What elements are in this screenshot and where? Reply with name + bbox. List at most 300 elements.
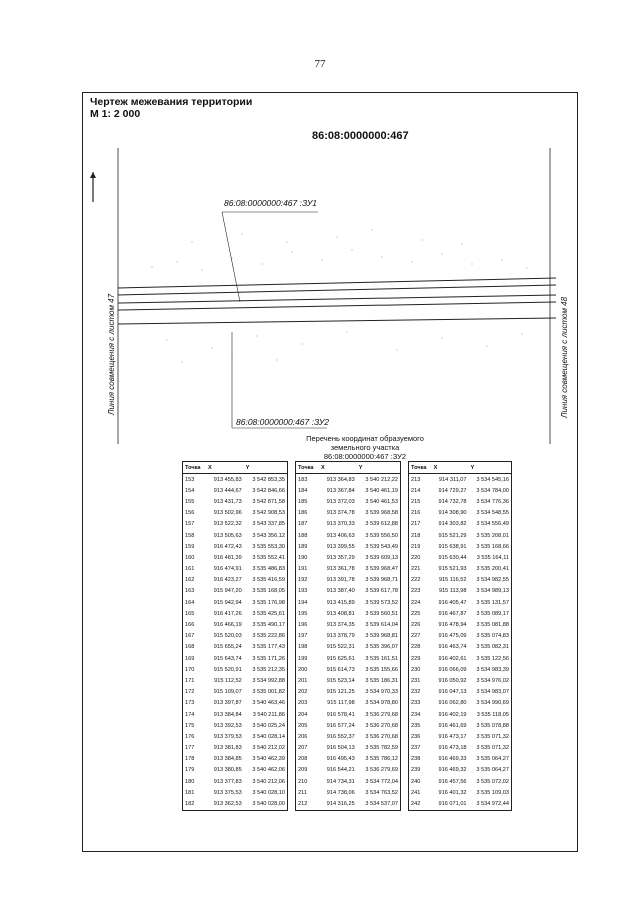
x-coordinate-cell: 913 357,29 [326,554,355,561]
point-number-cell: 178 [185,756,195,763]
table-row [296,675,401,686]
point-number-cell: 227 [411,633,421,640]
y-coordinate-cell: 3 535 082,31 [476,644,509,651]
y-coordinate-cell: 3 534 556,49 [476,521,509,528]
point-number-cell: 203 [298,700,308,707]
table-row [296,597,401,608]
x-coordinate-cell: 915 121,25 [326,689,355,696]
table-row [296,787,401,798]
point-number-cell: 180 [185,778,195,785]
y-coordinate-cell: 3 534 978,80 [365,700,398,707]
y-coordinate-cell: 3 535 425,61 [252,610,285,617]
page-number: 77 [314,58,326,70]
table-row [296,798,401,810]
table-row [409,575,512,586]
point-number-cell: 153 [185,476,195,483]
col-point-header: Точка [298,464,314,471]
y-coordinate-cell: 3 540 463,46 [252,700,285,707]
point-number-cell: 154 [185,487,195,494]
point-number-cell: 190 [298,554,308,561]
table-row [409,508,512,519]
table-row [183,709,288,720]
drawing-title: Чертеж межевания территории [90,96,253,108]
point-number-cell: 228 [411,644,421,651]
point-number-cell: 237 [411,745,421,752]
table-row [409,731,512,742]
table-row [296,631,401,642]
x-coordinate-cell: 915 630,44 [438,554,467,561]
y-coordinate-cell: 3 542 853,35 [252,476,285,483]
y-coordinate-cell: 3 540 462,06 [252,767,285,774]
y-coordinate-cell: 3 540 212,06 [252,778,285,785]
table-row [409,552,512,563]
x-coordinate-cell: 915 520,91 [213,666,242,673]
x-coordinate-cell: 913 408,81 [326,610,355,617]
point-number-cell: 223 [411,588,421,595]
point-number-cell: 219 [411,543,421,550]
y-coordinate-cell: 3 542 846,66 [252,487,285,494]
table-row [409,619,512,630]
table-row [409,608,512,619]
table-row [183,496,288,507]
point-number-cell: 235 [411,722,421,729]
y-coordinate-cell: 3 542 908,53 [252,510,285,517]
x-coordinate-cell: 914 311,07 [438,476,467,483]
point-number-cell: 213 [411,476,421,483]
x-coordinate-cell: 913 374,35 [326,622,355,629]
x-coordinate-cell: 916 475,09 [438,633,467,640]
point-number-cell: 163 [185,588,195,595]
point-number-cell: 210 [298,778,308,785]
table-row [296,474,401,486]
table-row [183,776,288,787]
col-y-header: Y [358,464,363,471]
point-number-cell: 209 [298,767,308,774]
table-row [296,731,401,742]
point-number-cell: 199 [298,655,308,662]
point-number-cell: 234 [411,711,421,718]
x-coordinate-cell: 913 391,78 [326,577,355,584]
y-coordinate-cell: 3 535 553,30 [252,543,285,550]
point-number-cell: 188 [298,532,308,539]
point-number-cell: 238 [411,756,421,763]
y-coordinate-cell: 3 535 118,05 [476,711,509,718]
point-number-cell: 168 [185,644,195,651]
table-row [409,687,512,698]
y-coordinate-cell: 3 535 396,07 [365,644,398,651]
table-row [409,519,512,530]
point-number-cell: 198 [298,644,308,651]
right-edge-label: Линия совмещения с листом 48 [560,296,569,418]
point-number-cell: 225 [411,610,421,617]
x-coordinate-cell: 913 406,63 [326,532,355,539]
y-coordinate-cell: 3 534 548,55 [476,510,509,517]
table-row [296,687,401,698]
x-coordinate-cell: 915 113,98 [438,588,467,595]
x-coordinate-cell: 914 308,90 [438,510,467,517]
y-coordinate-cell: 3 540 212,02 [252,745,285,752]
table-row [296,519,401,530]
x-coordinate-cell: 913 399,55 [326,543,355,550]
y-coordinate-cell: 3 534 545,16 [476,476,509,483]
x-coordinate-cell: 916 071,01 [438,801,467,808]
point-number-cell: 175 [185,722,195,729]
table-row [296,765,401,776]
point-number-cell: 197 [298,633,308,640]
table-row [296,709,401,720]
table-row [409,743,512,754]
point-number-cell: 220 [411,554,421,561]
table-row [183,687,288,698]
col-y-header: Y [245,464,250,471]
y-coordinate-cell: 3 535 552,41 [252,554,285,561]
point-number-cell: 160 [185,554,195,561]
table-row [183,608,288,619]
x-coordinate-cell: 913 362,53 [213,801,242,808]
point-number-cell: 156 [185,510,195,517]
y-coordinate-cell: 3 534 763,52 [365,789,398,796]
col-y-header: Y [470,464,475,471]
table-row [409,485,512,496]
x-coordinate-cell: 915 520,03 [213,633,242,640]
x-coordinate-cell: 913 379,53 [213,733,242,740]
y-coordinate-cell: 3 535 786,12 [365,756,398,763]
x-coordinate-cell: 913 505,63 [213,532,242,539]
y-coordinate-cell: 3 540 028,00 [252,801,285,808]
x-coordinate-cell: 913 431,73 [213,498,242,505]
x-coordinate-cell: 915 625,61 [326,655,355,662]
table-row [409,798,512,810]
x-coordinate-cell: 915 522,31 [326,644,355,651]
y-coordinate-cell: 3 535 208,01 [476,532,509,539]
table-row [409,530,512,541]
table-row [409,720,512,731]
y-coordinate-cell: 3 540 025,24 [252,722,285,729]
x-coordinate-cell: 916 473,18 [438,745,467,752]
x-coordinate-cell: 913 370,33 [326,521,355,528]
col-x-header: X [321,464,325,471]
x-coordinate-cell: 916 469,33 [438,756,467,763]
x-coordinate-cell: 916 544,21 [326,767,355,774]
y-coordinate-cell: 3 534 970,33 [365,689,398,696]
x-coordinate-cell: 916 463,74 [438,644,467,651]
table-row [296,720,401,731]
point-number-cell: 194 [298,599,308,606]
y-coordinate-cell: 3 534 989,13 [476,588,509,595]
left-edge-label: Линия совмещения с листом 47 [107,293,116,415]
x-coordinate-cell: 913 444,67 [213,487,242,494]
table-row [183,631,288,642]
y-coordinate-cell: 3 535 155,66 [365,666,398,673]
drawing-scale: М 1: 2 000 [90,108,141,120]
y-coordinate-cell: 3 539 968,71 [365,577,398,584]
point-number-cell: 174 [185,711,195,718]
table-row [183,597,288,608]
table-row [296,552,401,563]
y-coordinate-cell: 3 535 071,32 [476,745,509,752]
x-coordinate-cell: 914 734,31 [326,778,355,785]
point-number-cell: 231 [411,677,421,684]
x-coordinate-cell: 916 474,91 [213,566,242,573]
y-coordinate-cell: 3 535 177,43 [252,644,285,651]
point-number-cell: 236 [411,733,421,740]
table-row [183,530,288,541]
table-row [183,664,288,675]
y-coordinate-cell: 3 535 222,86 [252,633,285,640]
point-number-cell: 205 [298,722,308,729]
y-coordinate-cell: 3 535 168,66 [476,543,509,550]
table-row [183,586,288,597]
table-row [409,787,512,798]
y-coordinate-cell: 3 536 279,68 [365,711,398,718]
point-number-cell: 201 [298,677,308,684]
table-row [296,508,401,519]
table-row [296,485,401,496]
x-coordinate-cell: 916 402,61 [438,655,467,662]
coordinate-table-1 [182,461,288,811]
y-coordinate-cell: 3 540 461,19 [365,487,398,494]
table-header-row [409,462,512,474]
y-coordinate-cell: 3 534 990,69 [476,700,509,707]
x-coordinate-cell: 915 109,07 [213,689,242,696]
point-number-cell: 214 [411,487,421,494]
y-coordinate-cell: 3 539 543,49 [365,543,398,550]
table-row [183,642,288,653]
table-row [183,731,288,742]
x-coordinate-cell: 916 481,39 [213,554,242,561]
table-row [183,541,288,552]
y-coordinate-cell: 3 539 612,88 [365,521,398,528]
y-coordinate-cell: 3 536 270,68 [365,733,398,740]
table-row [183,798,288,810]
point-number-cell: 182 [185,801,195,808]
y-coordinate-cell: 3 535 416,59 [252,577,285,584]
col-point-header: Точка [185,464,201,471]
point-number-cell: 185 [298,498,308,505]
point-number-cell: 212 [298,801,308,808]
x-coordinate-cell: 916 461,69 [438,722,467,729]
y-coordinate-cell: 3 539 609,13 [365,554,398,561]
parcel-2-label: 86:08:0000000:467 :ЗУ2 [236,417,329,427]
point-number-cell: 211 [298,789,307,796]
table-row [296,608,401,619]
x-coordinate-cell: 915 947,20 [213,588,242,595]
table-row [183,575,288,586]
x-coordinate-cell: 916 472,43 [213,543,242,550]
y-coordinate-cell: 3 535 064,27 [476,756,509,763]
y-coordinate-cell: 3 534 976,02 [476,677,509,684]
y-coordinate-cell: 3 534 776,36 [476,498,509,505]
table-row [409,754,512,765]
point-number-cell: 233 [411,700,421,707]
x-coordinate-cell: 916 402,19 [438,711,467,718]
point-number-cell: 157 [185,521,195,528]
point-number-cell: 204 [298,711,308,718]
parcel-1-label: 86:08:0000000:467 :ЗУ1 [224,198,317,208]
table-row [296,575,401,586]
x-coordinate-cell: 916 423,27 [213,577,242,584]
x-coordinate-cell: 915 614,73 [326,666,355,673]
point-number-cell: 232 [411,689,421,696]
x-coordinate-cell: 916 495,43 [326,756,355,763]
point-number-cell: 192 [298,577,308,584]
y-coordinate-cell: 3 543 337,85 [252,521,285,528]
table-row [409,776,512,787]
point-number-cell: 230 [411,666,421,673]
table-row [409,474,512,486]
cadastral-number: 86:08:0000000:467 [312,130,409,142]
point-number-cell: 216 [411,510,421,517]
y-coordinate-cell: 3 539 573,52 [365,599,398,606]
y-coordinate-cell: 3 540 028,10 [252,789,285,796]
table-row [296,541,401,552]
point-number-cell: 167 [185,633,195,640]
y-coordinate-cell: 3 534 784,00 [476,487,509,494]
table-row [296,653,401,664]
table-row [296,743,401,754]
point-number-cell: 176 [185,733,195,740]
y-coordinate-cell: 3 535 131,57 [476,599,509,606]
table-row [409,597,512,608]
y-coordinate-cell: 3 535 072,02 [476,778,509,785]
point-number-cell: 179 [185,767,195,774]
table-row [409,664,512,675]
point-number-cell: 184 [298,487,308,494]
point-number-cell: 169 [185,655,195,662]
y-coordinate-cell: 3 535 161,51 [365,655,398,662]
point-number-cell: 221 [411,566,421,573]
y-coordinate-cell: 3 539 617,78 [365,588,398,595]
y-coordinate-cell: 3 542 871,58 [252,498,285,505]
col-x-header: X [208,464,212,471]
y-coordinate-cell: 3 535 782,59 [365,745,398,752]
x-coordinate-cell: 916 417,26 [213,610,242,617]
y-coordinate-cell: 3 539 968,47 [365,566,398,573]
x-coordinate-cell: 914 732,78 [438,498,467,505]
y-coordinate-cell: 3 535 486,83 [252,566,285,573]
table-row [183,743,288,754]
point-number-cell: 162 [185,577,195,584]
x-coordinate-cell: 916 050,92 [438,677,467,684]
point-number-cell: 161 [185,566,195,573]
x-coordinate-cell: 915 112,52 [214,677,242,684]
table-row [183,474,288,486]
table-row [296,496,401,507]
point-number-cell: 241 [411,789,421,796]
x-coordinate-cell: 916 047,13 [438,689,467,696]
table-row [183,675,288,686]
point-number-cell: 195 [298,610,308,617]
x-coordinate-cell: 915 638,91 [438,543,467,550]
x-coordinate-cell: 913 378,79 [326,633,355,640]
x-coordinate-cell: 913 361,78 [326,566,355,573]
x-coordinate-cell: 915 643,74 [213,655,242,662]
y-coordinate-cell: 3 540 462,39 [252,756,285,763]
y-coordinate-cell: 3 534 983,39 [476,666,509,673]
table-row [409,709,512,720]
table-row [296,564,401,575]
y-coordinate-cell: 3 534 982,55 [476,577,509,584]
y-coordinate-cell: 3 535 200,41 [476,566,509,573]
point-number-cell: 186 [298,510,308,517]
point-number-cell: 165 [185,610,195,617]
x-coordinate-cell: 915 521,29 [438,532,467,539]
x-coordinate-cell: 915 523,14 [326,677,355,684]
table-row [183,754,288,765]
x-coordinate-cell: 915 116,52 [438,577,467,584]
y-coordinate-cell: 3 534 537,07 [365,801,398,808]
point-number-cell: 187 [298,521,308,528]
caption-line: земельного участка [330,443,400,452]
x-coordinate-cell: 916 478,94 [438,622,467,629]
x-coordinate-cell: 913 387,40 [326,588,355,595]
y-coordinate-cell: 3 535 212,35 [252,666,285,673]
x-coordinate-cell: 913 455,83 [213,476,242,483]
x-coordinate-cell: 915 117,98 [327,700,355,707]
y-coordinate-cell: 3 543 356,12 [252,532,285,539]
table-row [296,664,401,675]
caption-line: 86:08:0000000:467 :ЗУ2 [323,452,407,461]
table-row [183,564,288,575]
x-coordinate-cell: 916 473,17 [438,733,467,740]
y-coordinate-cell: 3 535 074,83 [476,633,509,640]
x-coordinate-cell: 915 655,24 [213,644,242,651]
table-header-row [183,462,288,474]
boundary-map [82,92,578,452]
table-row [183,765,288,776]
terrain-speckles [152,230,528,363]
x-coordinate-cell: 916 577,24 [326,722,355,729]
point-number-cell: 193 [298,588,308,595]
y-coordinate-cell: 3 535 122,56 [476,655,509,662]
y-coordinate-cell: 3 539 560,51 [365,610,398,617]
y-coordinate-cell: 3 535 171,26 [252,655,285,662]
table-row [183,519,288,530]
x-coordinate-cell: 915 942,94 [213,599,242,606]
point-number-cell: 177 [185,745,195,752]
point-number-cell: 166 [185,622,195,629]
point-number-cell: 239 [411,767,421,774]
x-coordinate-cell: 916 457,56 [438,778,467,785]
col-x-header: X [433,464,438,471]
coordinate-table-3 [408,461,512,811]
point-number-cell: 206 [298,733,308,740]
y-coordinate-cell: 3 534 983,07 [476,689,509,696]
point-number-cell: 183 [298,476,308,483]
x-coordinate-cell: 916 466,19 [213,622,242,629]
table-row [409,642,512,653]
x-coordinate-cell: 913 381,83 [213,745,242,752]
table-row [409,564,512,575]
table-row [409,631,512,642]
y-coordinate-cell: 3 535 001,82 [252,689,285,696]
y-coordinate-cell: 3 535 081,88 [476,622,509,629]
y-coordinate-cell: 3 536 279,69 [365,767,398,774]
point-number-cell: 181 [185,789,195,796]
table-row [183,552,288,563]
table-row [296,530,401,541]
y-coordinate-cell: 3 535 176,98 [252,599,285,606]
x-coordinate-cell: 916 062,80 [438,700,467,707]
point-number-cell: 173 [185,700,195,707]
x-coordinate-cell: 913 522,32 [213,521,242,528]
x-coordinate-cell: 915 521,93 [438,566,467,573]
x-coordinate-cell: 916 504,13 [326,745,355,752]
table-row [409,675,512,686]
x-coordinate-cell: 913 367,84 [326,487,355,494]
table-row [409,496,512,507]
table-row [183,485,288,496]
